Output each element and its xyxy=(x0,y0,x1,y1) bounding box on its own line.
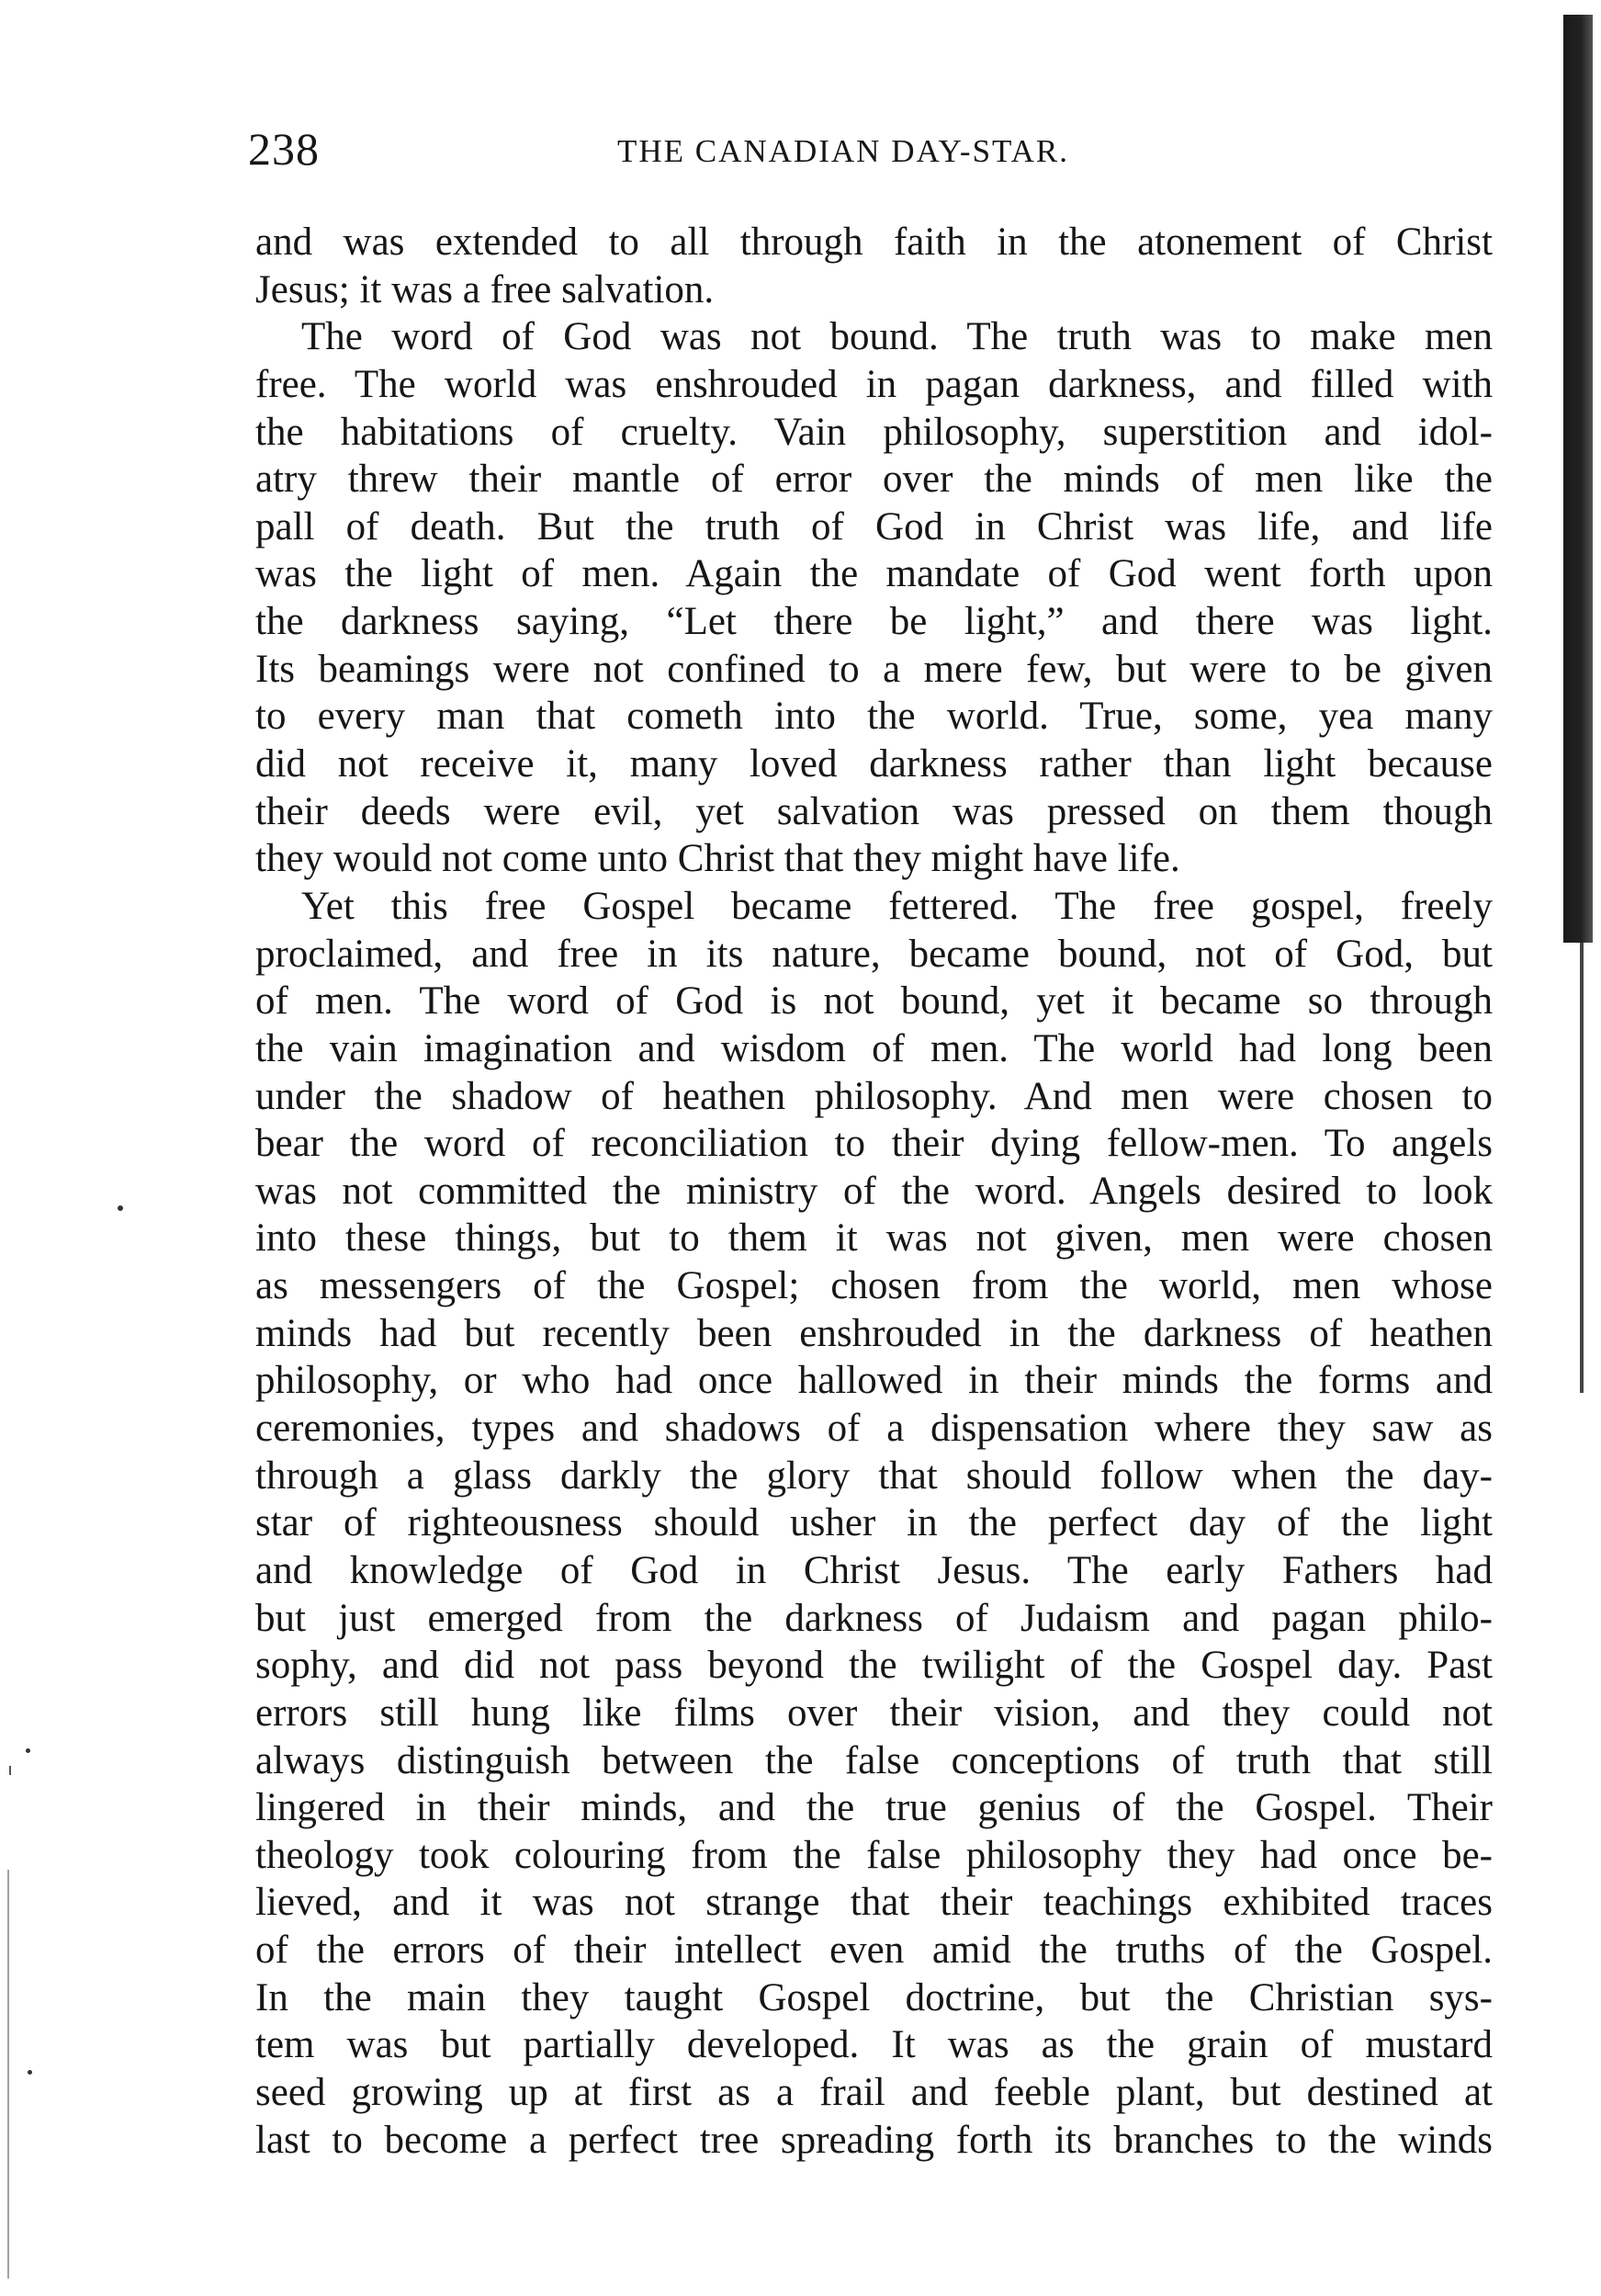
text-line: of men. The word of God is not bound, yet it became so through xyxy=(255,979,1493,1024)
text-line: under the shadow of heathen philosophy. And men were chosen to xyxy=(255,1074,1493,1118)
text-line: bear the word of reconciliation to their dying fellow-men. To angels xyxy=(255,1122,1493,1166)
text-line: last to become a perfect tree spreading forth its branches to the winds xyxy=(255,2118,1493,2162)
text-line: into these things, but to them it was not given, men were chosen xyxy=(255,1216,1493,1261)
text-line: lingered in their minds, and the true genius of the Gospel. Their xyxy=(255,1786,1493,1830)
text-line: the vain imagination and wisdom of men. The world had long been xyxy=(255,1026,1493,1070)
margin-mark xyxy=(9,1766,11,1775)
running-head: THE CANADIAN DAY-STAR. xyxy=(617,133,1069,169)
text-line: did not receive it, many loved darkness rather than light because xyxy=(255,742,1493,786)
text-line: errors still hung like films over their vision, and they could not xyxy=(255,1691,1493,1735)
text-line: of the errors of their intellect even amid the truths of the Gospel. xyxy=(255,1928,1493,1973)
text-line: The word of God was not bound. The truth was to make men xyxy=(301,315,1493,359)
text-line: proclaimed, and free in its nature, became bound, not of God, but xyxy=(255,932,1493,976)
text-line: tem was but partially developed. It was as the grain of mustard xyxy=(255,2023,1493,2067)
text-line: minds had but recently been enshrouded in the darkness of heathen xyxy=(255,1311,1493,1355)
text-line: lieved, and it was not strange that their teachings exhibited traces xyxy=(255,1881,1493,1925)
text-line: the habitations of cruelty. Vain philosophy, superstition and idol- xyxy=(255,410,1493,454)
scan-edge-shadow xyxy=(1563,15,1593,943)
text-line: Its beamings were not confined to a mere few, but were to be given xyxy=(255,647,1493,691)
text-line: seed growing up at first as a frail and feeble plant, but destined at xyxy=(255,2070,1493,2114)
margin-speck xyxy=(118,1205,123,1211)
body-text xyxy=(255,219,1493,2164)
text-line: always distinguish between the false conceptions of truth that still xyxy=(255,1738,1493,1782)
text-line: their deeds were evil, yet salvation was pressed on them though xyxy=(255,789,1493,833)
text-line: through a glass darkly the glory that should follow when the day- xyxy=(255,1453,1493,1498)
margin-speck xyxy=(26,1748,30,1753)
text-line: ceremonies, types and shadows of a dispensation where they saw as xyxy=(255,1407,1493,1451)
text-line: but just emerged from the darkness of Judaism and pagan philo- xyxy=(255,1596,1493,1640)
text-line: as messengers of the Gospel; chosen from the world, men whose xyxy=(255,1264,1493,1308)
text-line: free. The world was enshrouded in pagan darkness, and filled with xyxy=(255,362,1493,406)
text-line: Yet this free Gospel became fettered. The free gospel, freely xyxy=(301,884,1493,928)
text-line: was not committed the ministry of the word. Angels desired to look xyxy=(255,1169,1493,1213)
page-number: 238 xyxy=(248,123,320,175)
text-line: atry threw their mantle of error over the minds of men like the xyxy=(255,458,1493,502)
scan-edge-shadow-tail xyxy=(1580,943,1584,1393)
text-line: star of righteousness should usher in the perfect day of the light xyxy=(255,1501,1493,1545)
margin-speck xyxy=(28,2070,32,2075)
text-line: In the main they taught Gospel doctrine, but the Christian sys- xyxy=(255,1975,1493,2019)
text-line: and was extended to all through faith in the atonement of Christ xyxy=(255,221,1493,264)
text-line: pall of death. But the truth of God in Christ was life, and life xyxy=(255,504,1493,549)
text-line: the darkness saying, “Let there be light,” and there was light. xyxy=(255,600,1493,644)
margin-mark xyxy=(7,1870,9,2279)
text-line: they would not come unto Christ that they might have life. xyxy=(255,837,1180,881)
text-line: theology took colouring from the false philosophy they had once be- xyxy=(255,1833,1493,1877)
text-line: and knowledge of God in Christ Jesus. The early Fathers had xyxy=(255,1548,1493,1592)
text-line: was the light of men. Again the mandate of God went forth upon xyxy=(255,552,1493,596)
text-line: sophy, and did not pass beyond the twilight of the Gospel day. Past xyxy=(255,1644,1493,1688)
text-line: Jesus; it was a free salvation. xyxy=(255,267,715,311)
text-line: to every man that cometh into the world. True, some, yea many xyxy=(255,695,1493,739)
page-header xyxy=(248,121,1497,176)
text-line: philosophy, or who had once hallowed in their minds the forms and xyxy=(255,1359,1493,1403)
